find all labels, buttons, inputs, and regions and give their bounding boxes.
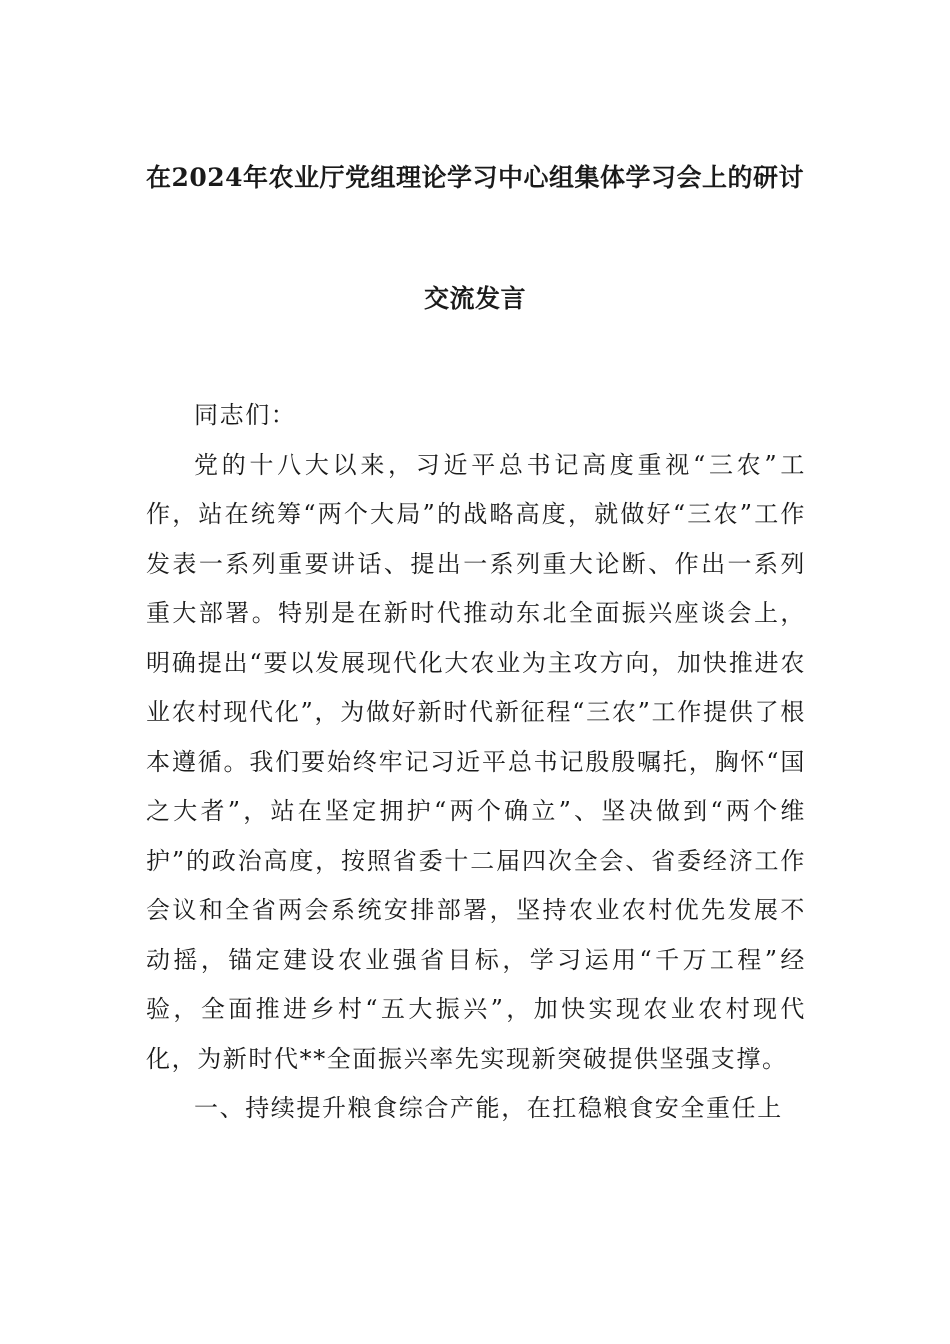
body-paragraph-1: 党的十八大以来，习近平总书记高度重视“三农”工作，站在统筹“两个大局”的战略高度，就做好“三农”工作发表一系列重要讲话、提出一系列重大论断、作出一系列重大部署。特别是在新时代推动东北全面振兴座谈会上，明确提出“要以发展现代化大农业为主攻方向，加快推进农业农村现代化”，为做好新时代新征程“三农”工作提供了根本遵循。我们要始终牢记习近平总书记殷殷嘱托，胸怀“国之大者”，站在坚定拥护“两个确立”、坚决做到“两个维护”的政治高度，按照省委十二届四次全会、省委经济工作会议和全省两会系统安排部署，坚持农业农村优先发展不动摇，锚定建设农业强省目标，学习运用“千万工程”经验，全面推进乡村“五大振兴”，加快实现农业农村现代化，为新时代**全面振兴率先实现新突破提供坚强支撑。 [146,450,806,1073]
section-heading-1: 一、持续提升粮食综合产能，在扛稳粮食安全重任上 [194,1094,783,1122]
document-title-line1: 在2024年农业厅党组理论学习中心组集体学习会上的研讨 [145,163,805,192]
document-title-line2: 交流发言 [423,284,526,313]
document-body [146,391,806,1134]
salutation: 同志们： [194,401,297,429]
